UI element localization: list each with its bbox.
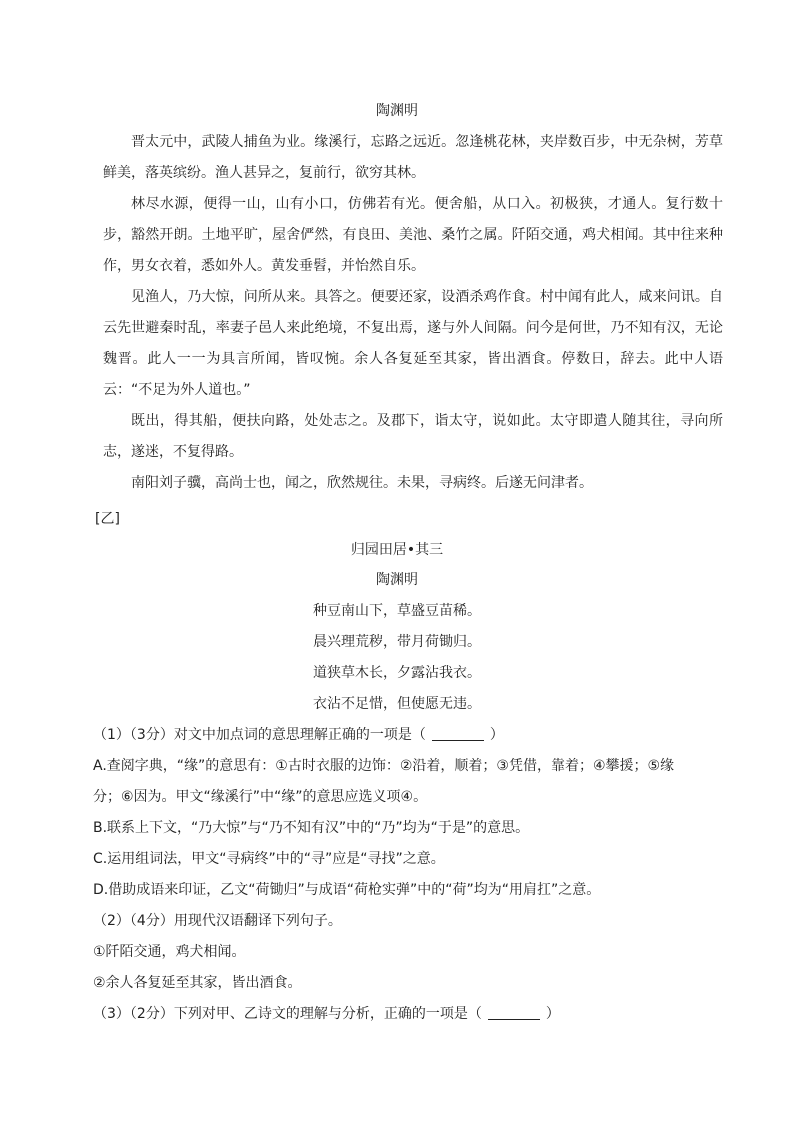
passage-b-label: [乙] — [95, 511, 120, 527]
question-2-sentence-2: ②余人各复延至其家，皆出酒食。 — [93, 975, 302, 991]
passage-a-author: 陶渊明 — [376, 103, 418, 119]
poem-line-4: 衣沾不足惜，但使愿无违。 — [313, 696, 481, 712]
question-2-stem: （2）（4分）用现代汉语翻译下列句子。 — [93, 913, 342, 929]
question-3-stem-close: ） — [545, 1006, 560, 1022]
poem-line-1: 种豆南山下，草盛豆苗稀。 — [313, 603, 481, 619]
question-3-stem — [93, 1004, 560, 1024]
passage-b-author: 陶渊明 — [376, 572, 418, 588]
question-1-stem-text: （1）（3分）对文中加点词的意思理解正确的一项是（ — [93, 727, 426, 743]
question-1-stem — [93, 725, 504, 745]
passage-a-paragraph-1: 晋太元中，武陵人捕鱼为业。缘溪行，忘路之远近。忽逢桃花林，夹岸数百步，中无杂树，芳草鲜美，落英缤纷。渔人甚异之，复前行，欲穷其林。 — [103, 134, 723, 181]
answer-blank — [488, 1005, 540, 1020]
option-a-line-1: A.查阅字典，“缘”的意思有：①古时衣服的边饰：②沿着，顺着；③凭借，靠着；④攀援；⑤缘 — [93, 758, 675, 774]
passage-a-paragraph-5: 南阳刘子骥，高尚士也，闻之，欣然规往。未果，寻病终。后遂无问津者。 — [131, 475, 593, 491]
passage-a-paragraph-3: 见渔人，乃大惊，问所从来。具答之。便要还家，设酒杀鸡作食。村中闻有此人，咸来问讯。自云先世避秦时乱，率妻子邑人来此绝境，不复出焉，遂与外人间隔。问今是何世，乃不知有汉，无论魏晋。此人一一为具言所闻，皆叹惋。余人各复延至其家，皆出酒食。停数日，辞去。此中人语云：“不足为外人道也。” — [103, 289, 723, 398]
question-1-stem-close: ） — [489, 727, 504, 743]
passage-b-title: 归园田居•其三 — [350, 542, 444, 558]
answer-blank — [432, 726, 484, 741]
passage-a-paragraph-2: 林尽水源，便得一山，山有小口，仿佛若有光。便舍船，从口入。初极狭，才通人。复行数十步，豁然开朗。土地平旷，屋舍俨然，有良田、美池、桑竹之属。阡陌交通，鸡犬相闻。其中往来种作，男女衣着，悉如外人。黄发垂髫，并怡然自乐。 — [103, 196, 723, 274]
poem-line-3: 道狭草木长，夕露沾我衣。 — [313, 665, 481, 681]
question-2-sentence-1: ①阡陌交通，鸡犬相闻。 — [93, 944, 246, 960]
option-c: C.运用组词法，甲文“寻病终”中的“寻”应是“寻找”之意。 — [93, 851, 445, 867]
poem-line-2: 晨兴理荒秽，带月荷锄归。 — [313, 634, 481, 650]
passage-a-paragraph-4: 既出，得其船，便扶向路，处处志之。及郡下，诣太守，说如此。太守即遣人随其往，寻向所志，遂迷，不复得路。 — [103, 413, 723, 460]
option-d: D.借助成语来印证，乙文“荷锄归”与成语“荷枪实弹”中的“荷”均为“用肩扛”之意。 — [93, 882, 601, 898]
option-b: B.联系上下文，“乃大惊”与“乃不知有汉”中的“乃”均为“于是”的意思。 — [93, 820, 530, 836]
option-a-line-2: 分；⑥因为。甲文“缘溪行”中“缘”的意思应选义项④。 — [93, 789, 428, 805]
question-3-stem-text: （3）（2分）下列对甲、乙诗文的理解与分析，正确的一项是（ — [93, 1006, 482, 1022]
